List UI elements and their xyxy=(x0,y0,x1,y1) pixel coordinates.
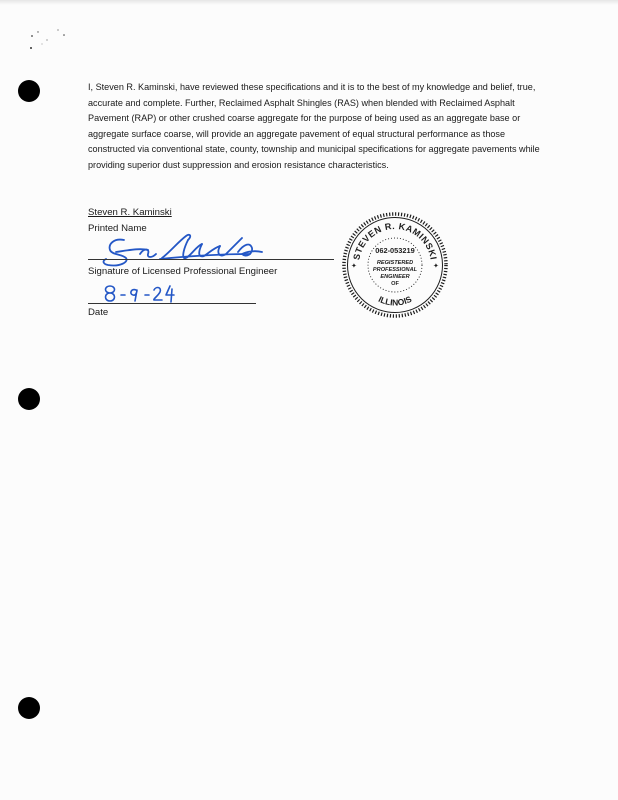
seal-line-2: PROFESSIONAL xyxy=(372,267,418,273)
punch-hole-top xyxy=(18,80,40,102)
seal-state: ILLINOIS xyxy=(376,293,414,308)
certification-statement: I, Steven R. Kaminski, have reviewed these specifications and it is to the best of my knowledge and belief, true, accurate and complete. Further, Reclaimed Asphalt Shingles (RAS) when blended with Reclaimed Asphalt Pavement (RAP) or other crushed coarse aggregate for the purpose of being used as an aggregate base or aggregate surface coarse, will provide an aggregate pavement of equal structural performance as those constructed via conventional state, county, township and municipal specifications for aggregate pavements while providing superior dust suppression and erosion resistance characteristics. xyxy=(88,82,540,170)
scan-edge-shadow xyxy=(0,0,618,5)
seal-left-star: ✦ xyxy=(351,263,357,270)
date-line xyxy=(88,303,256,304)
printed-name: Steven R. Kaminski xyxy=(88,207,172,218)
seal-name: STEVEN R. KAMINSKI xyxy=(351,220,439,261)
seal-license-number: 062-053219 xyxy=(375,246,415,255)
seal-line-4: OF xyxy=(391,281,399,287)
engineer-seal xyxy=(340,210,450,320)
punch-hole-bottom xyxy=(18,697,40,719)
engineer-signature xyxy=(100,228,270,268)
seal-line-3: ENGINEER xyxy=(380,274,410,280)
date-label: Date xyxy=(88,307,109,318)
punch-hole-middle xyxy=(18,388,40,410)
svg-text:ILLINOIS xyxy=(377,294,414,308)
signature-line xyxy=(88,259,334,260)
seal-right-star: ✦ xyxy=(433,263,439,270)
signature-label: Signature of Licensed Professional Engineer xyxy=(88,266,278,277)
scan-specks xyxy=(28,26,78,52)
seal-line-1: REGISTERED xyxy=(376,260,414,266)
printed-name-label: Printed Name xyxy=(88,223,147,234)
